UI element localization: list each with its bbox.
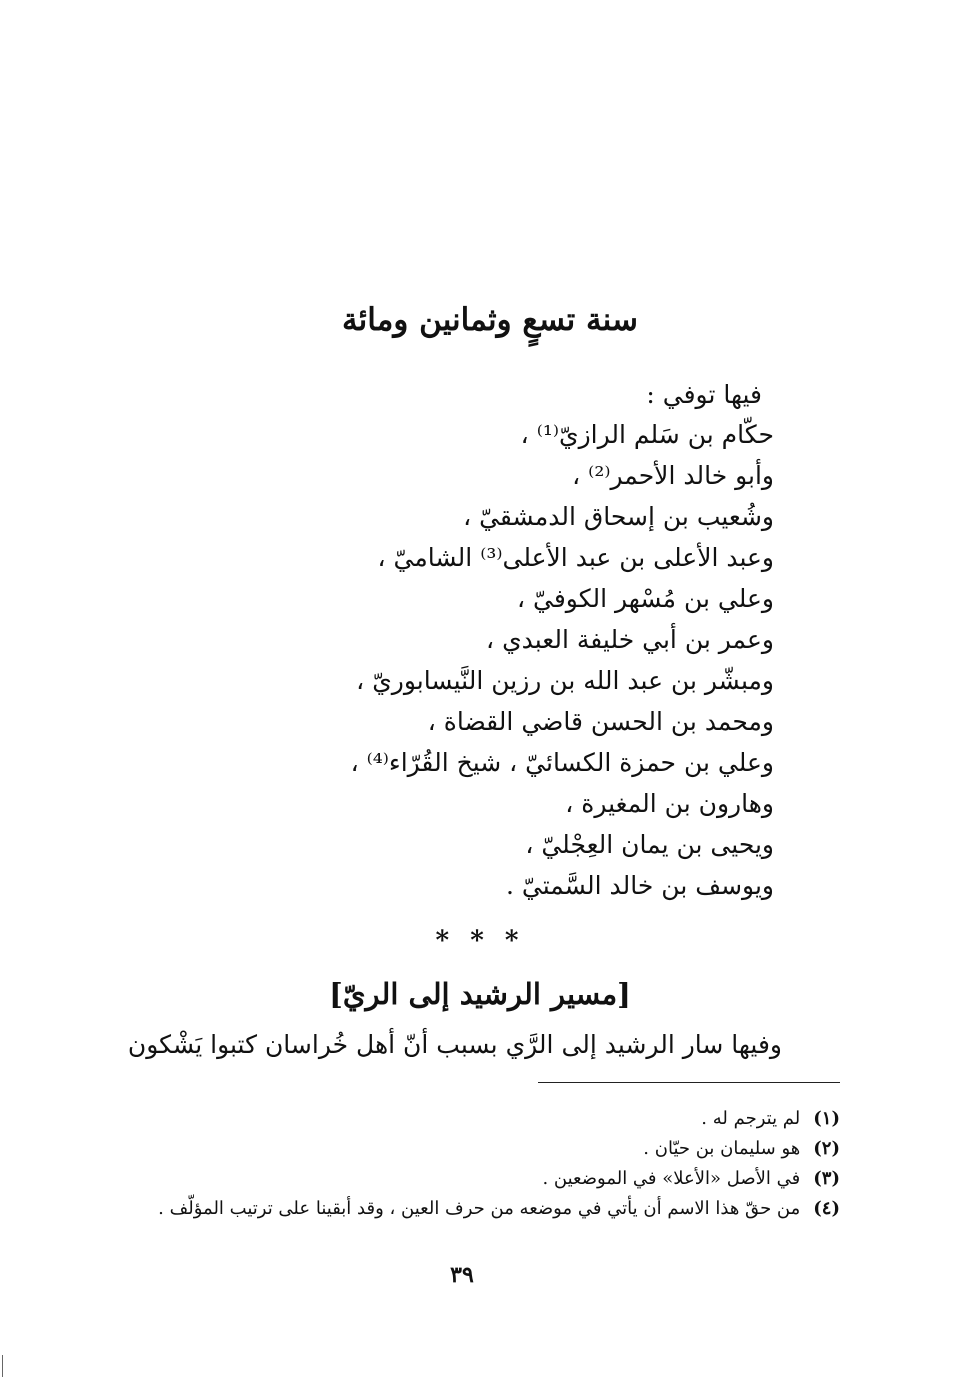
section-separator: * * * xyxy=(435,926,525,956)
list-item: وهارون بن المغيرة ، xyxy=(565,789,774,818)
list-item: وعلي بن مُسْهر الكوفيّ ، xyxy=(516,584,774,613)
list-item: وعبد الأعلى بن عبد الأعلى⁽³⁾ الشاميّ ، xyxy=(377,543,774,572)
footnote-number: (٢) xyxy=(813,1138,840,1159)
list-item: وأبو خالد الأحمر⁽²⁾ ، xyxy=(572,461,774,490)
footnote xyxy=(158,1164,840,1194)
footnote-text: هو سليمان بن حيّان . xyxy=(643,1138,801,1159)
year-heading: سنة تسعٍ وثمانين ومائة xyxy=(342,302,638,338)
footnote xyxy=(158,1104,840,1134)
list-item: حكّام بن سَلم الرازيّ⁽¹⁾ ، xyxy=(520,420,774,449)
scan-edge-mark xyxy=(2,1355,3,1377)
section-title: [مسير الرشيد إلى الريّ] xyxy=(329,977,631,1011)
deaths-list xyxy=(351,414,774,906)
page-number: ٣٩ xyxy=(450,1262,474,1288)
footnote-text: لم يترجم له . xyxy=(701,1108,801,1129)
list-item: وعلي بن حمزة الكسائيّ ، شيخ القُرّاء⁽⁴⁾ ، xyxy=(350,748,774,777)
footnote-text: من حقّ هذا الاسم أن يأتي في موضعه من حرف العين ، وقد أبقينا على ترتيب المؤلّف . xyxy=(158,1198,801,1219)
intro-line: فيها توفي : xyxy=(646,380,762,409)
footnote-text: في الأصل «الأعلا» في الموضعين . xyxy=(542,1168,801,1189)
footnote-divider xyxy=(538,1082,840,1083)
footnote xyxy=(158,1194,840,1224)
body-paragraph: وفيها سار الرشيد إلى الرَّي بسبب أنّ أهل خُراسان كتبوا يَشْكون xyxy=(127,1030,782,1059)
footnote-number: (١) xyxy=(813,1108,840,1129)
list-item: ومبشّر بن عبد الله بن رزين النَّيسابوريّ ، xyxy=(356,666,774,695)
list-item: وعمر بن أبي خليفة العبدي ، xyxy=(486,625,774,654)
list-item: ومحمد بن الحسن قاضي القضاة ، xyxy=(427,707,774,736)
list-item: وشُعيب بن إسحاق الدمشقيّ ، xyxy=(463,502,774,531)
footnotes-list xyxy=(158,1104,840,1224)
list-item: ويوسف بن خالد السَّمتيّ . xyxy=(505,871,774,900)
footnote xyxy=(158,1134,840,1164)
footnote-number: (٤) xyxy=(813,1198,840,1219)
list-item: ويحيى بن يمان العِجْليّ ، xyxy=(525,830,774,859)
footnote-number: (٣) xyxy=(813,1168,840,1189)
